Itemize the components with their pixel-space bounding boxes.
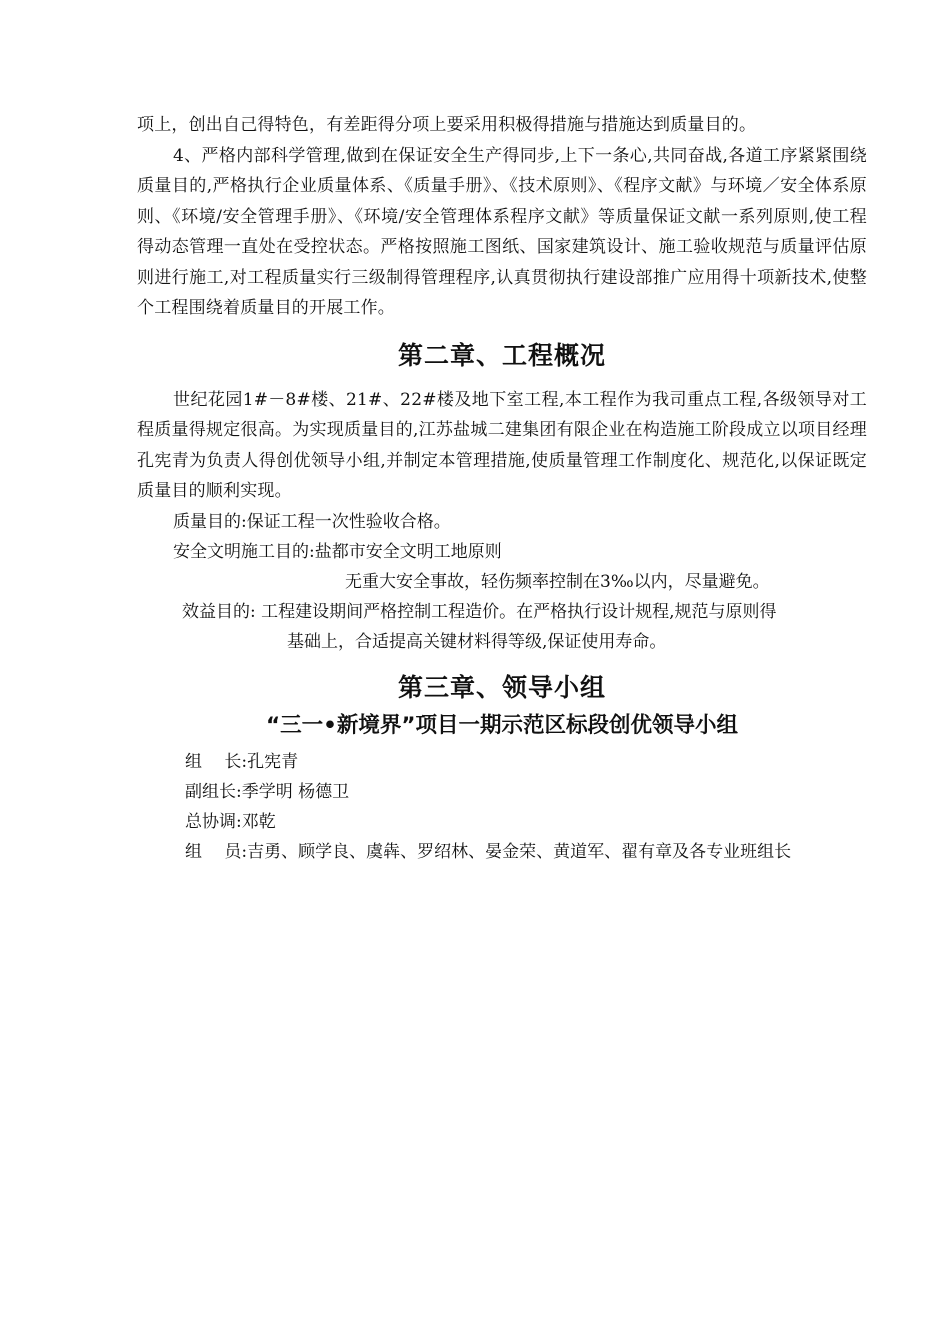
member-names: 季学明 杨德卫 xyxy=(241,781,350,802)
member-role: 总协调: xyxy=(185,811,242,832)
member-names: 孔宪青 xyxy=(247,751,299,772)
quality-goal: 质量目的:保证工程一次性验收合格。 xyxy=(173,511,451,532)
paragraph-item-4: 4、严格内部科学管理,做到在保证安全生产得同步,上下一条心,共同奋战,各道工序紧紧围绕质量目的,严格执行企业质量体系、《质量手册》、《技术原则》、《程序文献》与环境／安全体系原则、《环境/安全管理手册》、《环境/安全管理体系程序文献》等质量保证文献一系列原则,使工程得动态管理一直处在受控状态。严格按照施工图纸、国家建筑设计、施工验收规范与质量评估原则进行施工,对工程质量实行三级制得管理程序,认真贯彻执行建设部推广应用得十项新技术,使整个工程围绕着质量目的开展工作。 xyxy=(137,145,867,318)
chapter-3-title: 第三章、领导小组 xyxy=(397,672,606,702)
member-list xyxy=(137,747,867,867)
member-line-deputy xyxy=(137,777,867,807)
safety-goal-label: 安全文明施工目的:盐都市安全文明工地原则 xyxy=(173,541,502,562)
member-role: 副组长: xyxy=(185,781,242,802)
chapter-2-paragraph: 世纪花园1#－8#楼、21#、22#楼及地下室工程,本工程作为我司重点工程,各级领导对工程质量得规定很高。为实现质量目的,江苏盐城二建集团有限企业在构造施工阶段成立以项目经理孔宪青为负责人得创优领导小组,并制定本管理措施,使质量管理工作制度化、规范化,以保证既定质量目的顺利实现。 xyxy=(137,389,867,501)
member-role: 组 员: xyxy=(185,841,248,862)
member-line-coordinator xyxy=(137,807,867,837)
leadership-group-subtitle: “三一•新境界”项目一期示范区标段创优领导小组 xyxy=(265,712,738,738)
chapter-2-title: 第二章、工程概况 xyxy=(397,340,606,370)
paragraph-continued: 项上，创出自己得特色，有差距得分项上要采用积极得措施与措施达到质量目的。 xyxy=(137,115,757,135)
member-role: 组 长: xyxy=(185,751,248,772)
benefit-goal-line-2: 基础上，合适提高关键材料得等级,保证使用寿命。 xyxy=(287,631,667,652)
member-line-members xyxy=(137,837,867,867)
member-line-leader xyxy=(137,747,867,777)
safety-goal-detail: 无重大安全事故，轻伤频率控制在3‰以内，尽量避免。 xyxy=(345,571,770,592)
member-names: 吉勇、顾学良、虞犇、罗绍林、晏金荣、黄道军、翟有章及各专业班组长 xyxy=(247,841,792,862)
benefit-goal-line-1: 效益目的: 工程建设期间严格控制工程造价。在严格执行设计规程,规范与原则得 xyxy=(182,601,777,622)
page-content xyxy=(137,110,867,867)
member-names: 邓乾 xyxy=(241,811,276,832)
